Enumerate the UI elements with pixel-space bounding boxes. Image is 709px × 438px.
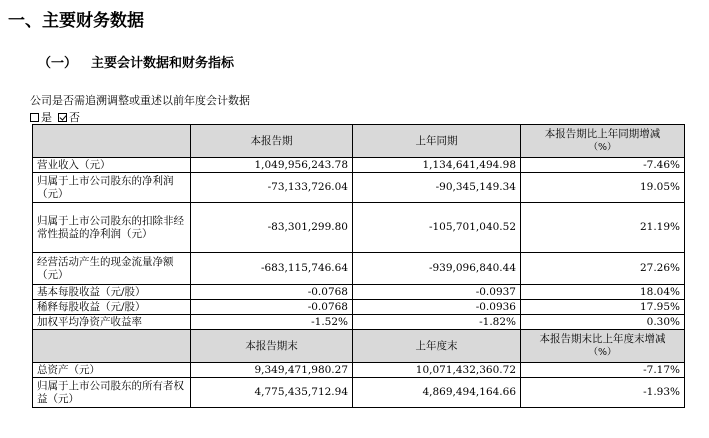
restatement-options (30, 109, 86, 125)
table-header-row (33, 125, 685, 158)
header-blank (33, 330, 191, 363)
cell-current: 9,349,471,980.27 (191, 363, 353, 378)
table-header-row (33, 330, 685, 363)
table-row (33, 173, 685, 203)
cell-current: -0.0768 (191, 285, 353, 300)
row-label: 归属于上市公司股东的扣除非经常性损益的净利润（元） (33, 203, 191, 253)
row-label: 总资产（元） (33, 363, 191, 378)
cell-current: -73,133,726.04 (191, 173, 353, 203)
subsection-heading (38, 52, 234, 71)
header-change (521, 330, 685, 363)
cell-prior: -0.0937 (353, 285, 521, 300)
cell-current: -683,115,746.64 (191, 253, 353, 285)
cell-change: 18.04% (521, 285, 685, 300)
restatement-question: 公司是否需追溯调整或重述以前年度会计数据 (30, 94, 250, 107)
cell-change: 19.05% (521, 173, 685, 203)
row-label: 加权平均净资产收益率 (33, 315, 191, 330)
subsection-prefix: （一） (38, 56, 78, 71)
row-label: 归属于上市公司股东的净利润（元） (33, 173, 191, 203)
cell-prior: -1.82% (353, 315, 521, 330)
header-period-end: 本报告期末 (191, 330, 353, 363)
subsection-title: 主要会计数据和财务指标 (91, 56, 235, 71)
checkbox-unchecked-icon[interactable] (30, 113, 39, 122)
cell-prior: -939,096,840.44 (353, 253, 521, 285)
cell-prior: -105,701,040.52 (353, 203, 521, 253)
row-label: 经营活动产生的现金流量净额（元） (33, 253, 191, 285)
header-change-unit: （%） (588, 347, 617, 358)
cell-prior: 1,134,641,494.98 (353, 158, 521, 173)
cell-change: 0.30% (521, 315, 685, 330)
table-row (33, 158, 685, 173)
header-blank (33, 125, 191, 158)
row-label: 归属于上市公司股东的所有者权益（元） (33, 378, 191, 408)
cell-current: -1.52% (191, 315, 353, 330)
row-label: 营业收入（元） (33, 158, 191, 173)
header-change (521, 125, 685, 158)
header-change-label: 本报告期比上年同期增减 (544, 128, 661, 140)
cell-prior: -90,345,149.34 (353, 173, 521, 203)
cell-change: -1.93% (521, 378, 685, 408)
cell-prior: 10,071,432,360.72 (353, 363, 521, 378)
option-yes-label: 是 (41, 111, 52, 124)
cell-current: -0.0768 (191, 300, 353, 315)
table-row (33, 363, 685, 378)
header-prior-year-end: 上年度末 (353, 330, 521, 363)
table-row (33, 203, 685, 253)
header-prior-period: 上年同期 (353, 125, 521, 158)
row-label: 基本每股收益（元/股） (33, 285, 191, 300)
option-no-label: 否 (69, 111, 80, 124)
cell-change: -7.46% (521, 158, 685, 173)
section-heading: 一、主要财务数据 (8, 11, 144, 31)
row-label: 稀释每股收益（元/股） (33, 300, 191, 315)
header-change-label: 本报告期末比上年度末增减 (539, 333, 666, 345)
cell-current: 1,049,956,243.78 (191, 158, 353, 173)
option-yes[interactable] (30, 109, 52, 125)
checkbox-checked-icon[interactable] (58, 113, 67, 122)
cell-current: 4,775,435,712.94 (191, 378, 353, 408)
header-change-unit: （%） (588, 142, 617, 153)
financial-data-table (32, 124, 685, 408)
table-row (33, 285, 685, 300)
cell-change: 27.26% (521, 253, 685, 285)
option-no[interactable] (58, 109, 80, 125)
header-current-period: 本报告期 (191, 125, 353, 158)
cell-current: -83,301,299.80 (191, 203, 353, 253)
cell-prior: -0.0936 (353, 300, 521, 315)
table-row (33, 315, 685, 330)
cell-change: 21.19% (521, 203, 685, 253)
cell-prior: 4,869,494,164.66 (353, 378, 521, 408)
table-row (33, 253, 685, 285)
cell-change: -7.17% (521, 363, 685, 378)
table-row (33, 378, 685, 408)
table-row (33, 300, 685, 315)
cell-change: 17.95% (521, 300, 685, 315)
